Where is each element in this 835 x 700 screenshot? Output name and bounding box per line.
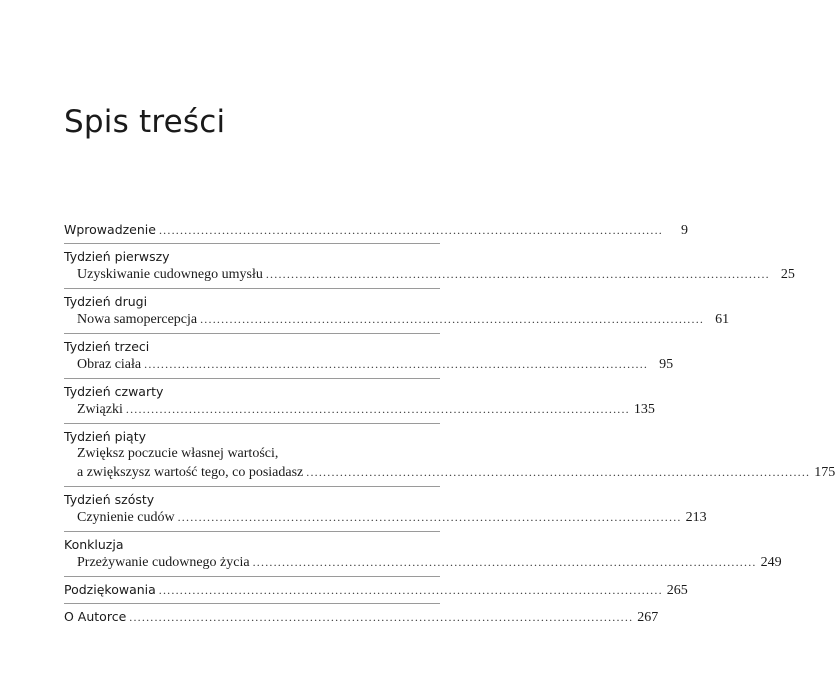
dot-leader: ........................................................................................................................ <box>129 610 634 624</box>
toc-entry-week-3[interactable] <box>64 334 674 379</box>
toc-heading: Tydzień piąty <box>64 429 147 444</box>
toc-page-number: 265 <box>666 583 688 598</box>
toc-subtitle: a zwiększysz wartość tego, co posiadasz <box>77 465 304 480</box>
dot-leader: ........................................................................................................................ <box>177 510 682 524</box>
toc-heading: O Autorce <box>64 609 127 624</box>
toc-heading: Tydzień trzeci <box>64 339 150 354</box>
toc-page-number: 25 <box>780 267 795 282</box>
toc-page-number: 249 <box>760 555 782 570</box>
toc-page-number: 267 <box>637 610 659 625</box>
dot-leader: ........................................................................................................................ <box>125 402 630 416</box>
toc-page-number: 61 <box>715 312 730 327</box>
dot-leader: ........................................................................................................................ <box>158 583 663 597</box>
toc-entry-week-6[interactable] <box>64 487 707 532</box>
toc-entry-wprowadzenie[interactable] <box>64 221 688 244</box>
toc-subtitle: Nowa samopercepcja <box>77 312 198 327</box>
toc-heading: Tydzień drugi <box>64 294 148 309</box>
dot-leader: ........................................................................................................................ <box>200 312 705 326</box>
toc-subtitle: Związki <box>77 402 123 417</box>
toc-heading: Tydzień pierwszy <box>64 249 170 264</box>
toc-entry-week-1[interactable] <box>64 244 795 289</box>
toc-subtitle: Uzyskiwanie cudownego umysłu <box>77 267 263 282</box>
toc-subtitle: Przeżywanie cudownego życia <box>77 555 250 570</box>
page-title: Spis treści <box>64 104 226 140</box>
toc-heading: Konkluzja <box>64 537 124 552</box>
toc-page-number: 135 <box>633 402 655 417</box>
dot-leader: ........................................................................................................................ <box>158 223 663 237</box>
toc-subtitle-line1: Zwiększ poczucie własnej wartości, <box>77 446 279 461</box>
toc-entry-week-2[interactable] <box>64 289 730 334</box>
toc-heading: Wprowadzenie <box>64 222 156 237</box>
toc-heading: Podziękowania <box>64 582 156 597</box>
toc-page-number: 95 <box>659 357 674 372</box>
toc-heading: Tydzień szósty <box>64 492 155 507</box>
toc-entry-podziekowania[interactable] <box>64 577 688 604</box>
toc-heading: Tydzień czwarty <box>64 384 164 399</box>
dot-leader: ........................................................................................................................ <box>265 267 770 281</box>
dot-leader: ........................................................................................................................ <box>252 555 757 569</box>
toc-entry-week-4[interactable] <box>64 379 655 424</box>
toc-entry-o-autorce[interactable] <box>64 604 659 630</box>
toc-page-number: 9 <box>680 223 688 238</box>
toc-page-number: 213 <box>685 510 707 525</box>
dot-leader: ........................................................................................................................ <box>306 465 811 479</box>
toc-subtitle: Obraz ciała <box>77 357 142 372</box>
dot-leader: ........................................................................................................................ <box>144 357 649 371</box>
table-of-contents <box>64 221 835 630</box>
toc-page-number: 175 <box>814 465 835 480</box>
toc-entry-week-5[interactable] <box>64 424 835 487</box>
toc-entry-konkluzja[interactable] <box>64 532 782 577</box>
toc-subtitle: Czynienie cudów <box>77 510 175 525</box>
